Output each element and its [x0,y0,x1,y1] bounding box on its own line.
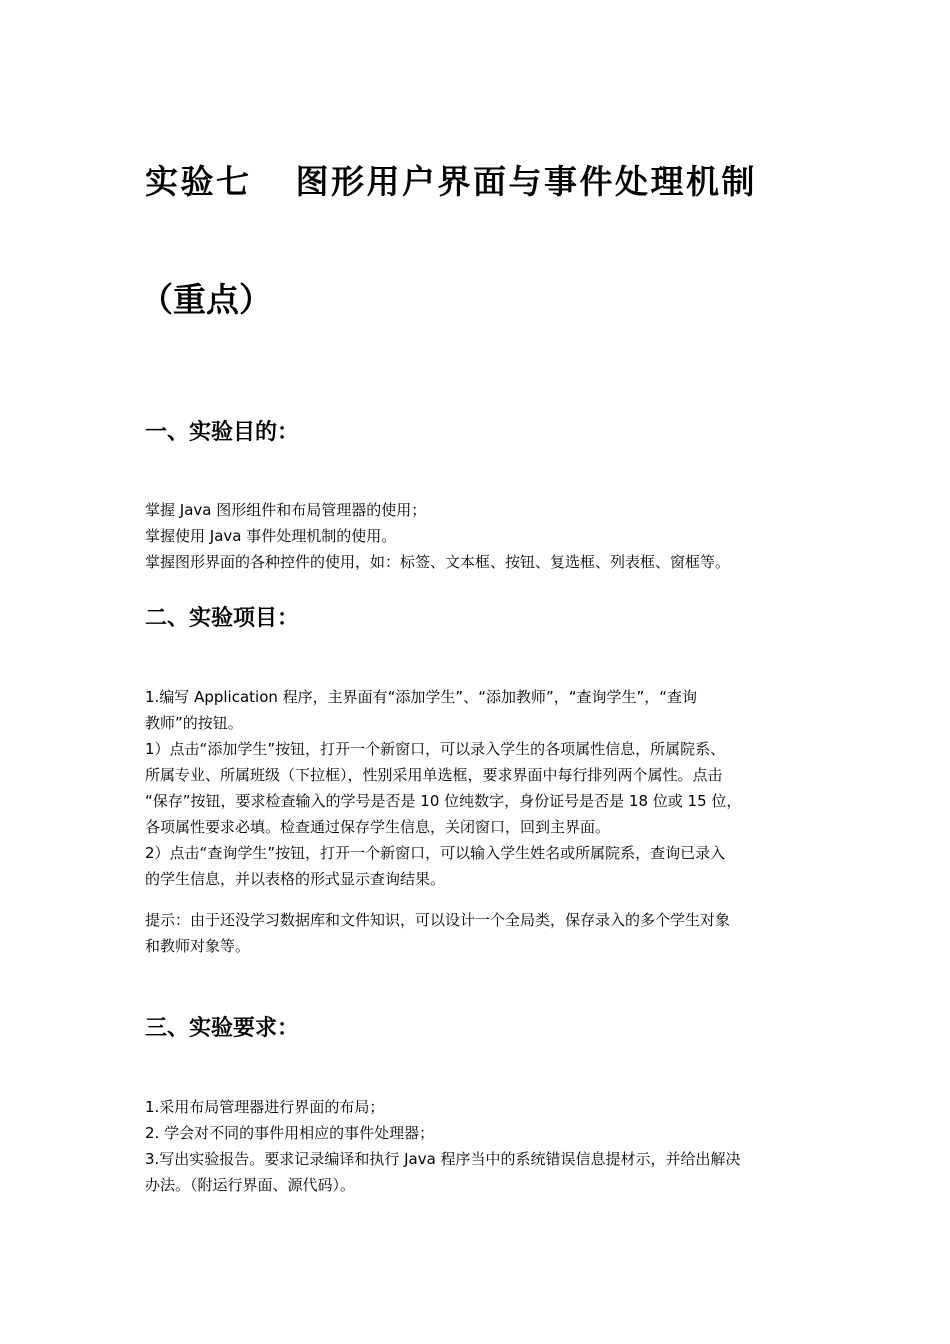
text-line: 3.写出实验报告。要求记录编译和执行 Java 程序当中的系统错误信息提材示，并给出解决 [145,1150,741,1168]
section-body-projects [145,684,807,892]
title-part-2: 图形用户界面与事件处理机制 [295,162,757,201]
hint-line: 和教师对象等。 [145,937,251,955]
section-hint-projects [145,907,807,959]
section-heading-objectives: 一、实验目的： [145,420,300,445]
text-line: 的学生信息，并以表格的形式显示查询结果。 [145,870,446,888]
text-line: 1.编写 Application 程序，主界面有“添加学生”、“添加教师”，“查询学生”，“查询 [145,688,698,706]
text-line: 掌握使用 Java 事件处理机制的使用。 [145,527,397,545]
document-title-suffix: （重点） [140,280,272,319]
text-line: 1.采用布局管理器进行界面的布局； [145,1098,385,1116]
text-line: 各项属性要求必填。检查通过保存学生信息，关闭窗口，回到主界面。 [145,818,611,836]
text-line: 2. 学会对不同的事件用相应的事件处理器； [145,1124,435,1142]
section-body-objectives [145,497,807,575]
text-line: 办法。（附运行界面、源代码）。 [145,1176,356,1194]
text-line: 教师”的按钮。 [145,714,243,732]
title-part-1: 实验七 [145,162,252,201]
text-line: 所属专业、所属班级（下拉框），性别采用单选框，要求界面中每行排列两个属性。点击 [145,766,723,784]
section-body-requirements [145,1094,807,1198]
section-heading-requirements: 三、实验要求： [145,1016,300,1041]
text-line: 1）点击“添加学生”按钮，打开一个新窗口，可以录入学生的各项属性信息，所属院系、 [145,740,726,758]
text-line: 2）点击“查询学生”按钮，打开一个新窗口，可以输入学生姓名或所属院系，查询已录入 [145,844,726,862]
hint-line: 提示：由于还没学习数据库和文件知识，可以设计一个全局类，保存录入的多个学生对象 [145,911,731,929]
text-line: 掌握 Java 图形组件和布局管理器的使用； [145,501,427,519]
section-heading-projects: 二、实验项目： [145,606,300,631]
text-line: “保存”按钮，要求检查输入的学号是否是 10 位纯数字，身份证号是否是 18 位或 15 位， [145,792,742,810]
document-title [145,160,757,204]
text-line: 掌握图形界面的各种控件的使用，如：标签、文本框、按钮、复选框、列表框、窗框等。 [145,553,731,571]
